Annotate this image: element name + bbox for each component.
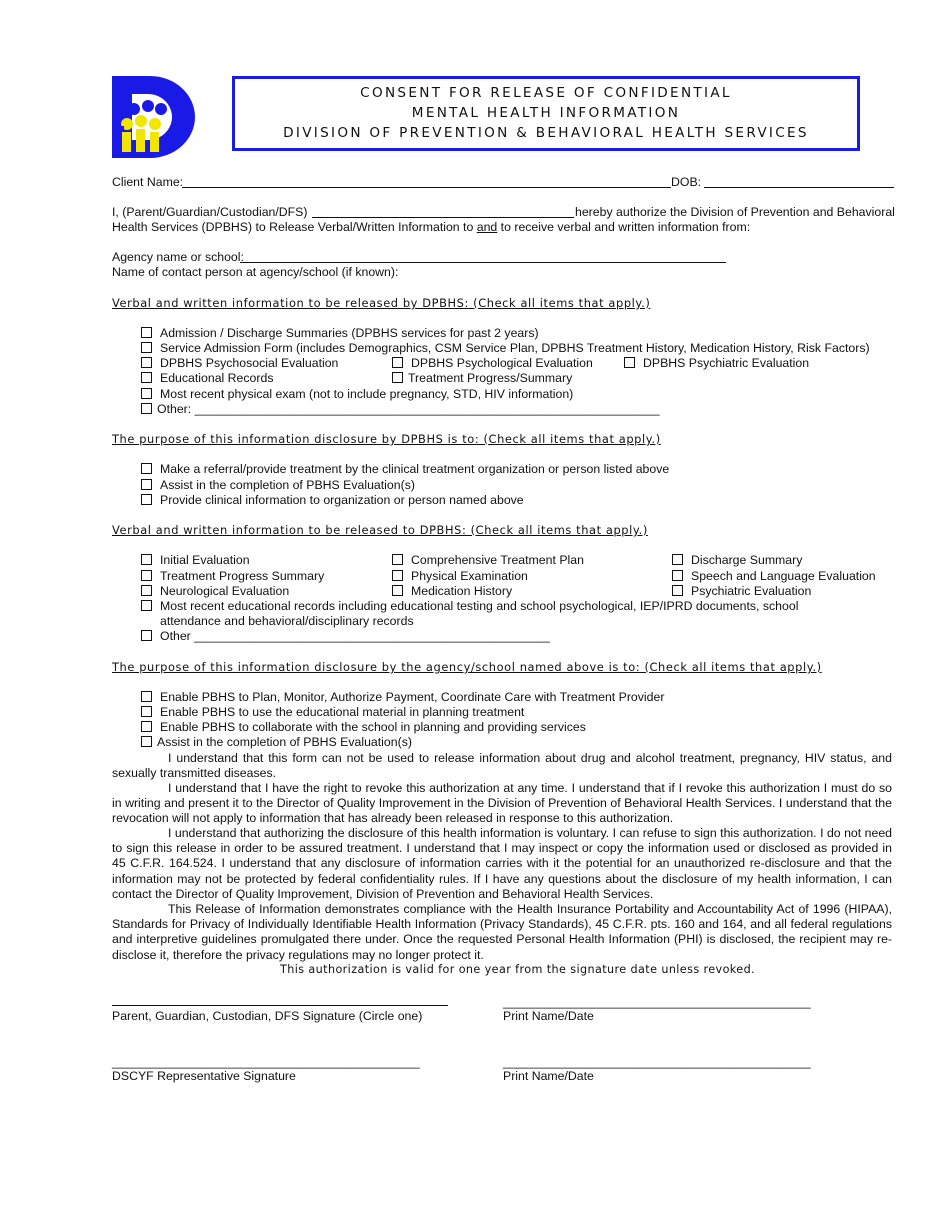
dob-field[interactable]: [704, 187, 894, 188]
statement-paragraph: I understand that authorizing the disclosure of this health information is voluntary. I can refuse to sign this authorization. I do not need to sign this release in order to be assured treatment. I understand that I may inspect or copy the information used or disclosed as provided in 45 C.F.R. 164.524. I understand that any disclosure of information carries with it the potential for an unauthorized re-disclosure and that the information may not be protected by federal confidentiality rules. If I have any questions about the disclosure of my health information, I can contact the Director of Quality Improvement, Division of Prevention and Behavioral Health Services.: [112, 826, 892, 901]
authorizer-name-field[interactable]: [312, 217, 574, 218]
dscyf-logo: [112, 76, 202, 158]
authorizer-label: I, (Parent/Guardian/Custodian/DFS): [112, 205, 308, 219]
statement-paragraph: I understand that this form can not be used to release information about drug and alcohol treatment, pregnancy, HIV status, and sexually transmitted diseases.: [112, 751, 892, 781]
checkbox-item[interactable]: Service Admission Form (includes Demographics, CSM Service Plan, DPBHS Treatment History, Medication History, Risk Factors): [141, 341, 870, 355]
checkbox-item-other[interactable]: Other ____________________________________________________: [141, 629, 550, 643]
print-name-line-1[interactable]: _____________________________________________: [503, 995, 811, 1009]
dob-label: DOB:: [671, 175, 702, 189]
title-line-2: MENTAL HEALTH INFORMATION: [411, 105, 681, 121]
checkbox-item[interactable]: Physical Examination: [392, 569, 528, 583]
authorization-text-1: hereby authorize the Division of Prevention and Behavioral: [575, 205, 895, 219]
parent-signature-label: Parent, Guardian, Custodian, DFS Signature (Circle one): [112, 1009, 423, 1023]
print-name-label-1: Print Name/Date: [503, 1009, 594, 1023]
checkbox-item[interactable]: Most recent educational records including educational testing and school psychological, IEP/IPRD documents, school: [141, 599, 798, 613]
section3-heading: Verbal and written information to be released to DPBHS: (Check all items that apply.): [112, 523, 648, 537]
print-name-label-2: Print Name/Date: [503, 1069, 594, 1083]
section2-heading: The purpose of this information disclosure by DPBHS is to: (Check all items that apply.): [112, 432, 661, 446]
title-line-1: CONSENT FOR RELEASE OF CONFIDENTIAL: [360, 85, 732, 101]
rep-signature-label: DSCYF Representative Signature: [112, 1069, 296, 1083]
client-name-label: Client Name:: [112, 175, 184, 189]
checkbox-item[interactable]: DPBHS Psychiatric Evaluation: [624, 356, 809, 370]
checkbox-item[interactable]: Discharge Summary: [672, 553, 802, 567]
checkbox-item[interactable]: DPBHS Psychosocial Evaluation: [141, 356, 338, 370]
checkbox-item[interactable]: Neurological Evaluation: [141, 584, 289, 598]
checkbox-item[interactable]: Treatment Progress Summary: [141, 569, 324, 583]
checkbox-item-other[interactable]: Other: ____________________________________________________________________: [141, 402, 660, 416]
form-title-box: [232, 76, 860, 151]
checkbox-item[interactable]: Treatment Progress/Summary: [392, 371, 572, 385]
title-line-3: DIVISION OF PREVENTION & BEHAVIORAL HEALTH SERVICES: [283, 125, 809, 141]
checkbox-item[interactable]: Enable PBHS to Plan, Monitor, Authorize Payment, Coordinate Care with Treatment Provider: [141, 690, 664, 704]
validity-note: This authorization is valid for one year from the signature date unless revoked.: [280, 963, 756, 976]
checkbox-item[interactable]: Initial Evaluation: [141, 553, 250, 567]
checkbox-item[interactable]: Assist in the completion of PBHS Evaluation(s): [141, 478, 415, 492]
checkbox-item[interactable]: Enable PBHS to collaborate with the school in planning and providing services: [141, 720, 586, 734]
checkbox-item[interactable]: Speech and Language Evaluation: [672, 569, 876, 583]
contact-person-label: Name of contact person at agency/school (if known):: [112, 265, 399, 279]
checkbox-item[interactable]: Make a referral/provide treatment by the clinical treatment organization or person listed above: [141, 462, 669, 476]
statement-paragraph: I understand that I have the right to revoke this authorization at any time. I understand that if I revoke this authorization I must do so in writing and present it to the Director of Quality Improvement in the Division of Prevention of Behavioral Health Services. I understand that the revocation will not apply to information that has already been released in response to this authorization.: [112, 781, 892, 826]
checkbox-item[interactable]: Admission / Discharge Summaries (DPBHS services for past 2 years): [141, 326, 539, 340]
agency-name-field[interactable]: [240, 262, 726, 263]
checkbox-item[interactable]: Enable PBHS to use the educational material in planning treatment: [141, 705, 524, 719]
rep-signature-line[interactable]: _____________________________________________: [112, 1055, 420, 1069]
print-name-line-2[interactable]: _____________________________________________: [503, 1055, 811, 1069]
checkbox-item[interactable]: Medication History: [392, 584, 512, 598]
section1-heading: Verbal and written information to be released by DPBHS: (Check all items that apply.): [112, 296, 651, 310]
section4-heading: The purpose of this information disclosure by the agency/school named above is to: (Check all items that apply.): [112, 660, 822, 674]
checkbox-item[interactable]: Comprehensive Treatment Plan: [392, 553, 584, 567]
checkbox-item[interactable]: Provide clinical information to organization or person named above: [141, 493, 524, 507]
authorization-text-2: Health Services (DPBHS) to Release Verbal/Written Information to and to receive verbal and written information from:: [112, 220, 751, 234]
checkbox-item[interactable]: Psychiatric Evaluation: [672, 584, 811, 598]
checkbox-item[interactable]: Most recent physical exam (not to include pregnancy, STD, HIV information): [141, 387, 573, 401]
agency-name-label: Agency name or school:: [112, 250, 244, 264]
checkbox-item-continuation: attendance and behavioral/disciplinary records: [160, 614, 414, 628]
checkbox-item[interactable]: Educational Records: [141, 371, 273, 385]
client-name-field[interactable]: [182, 187, 671, 188]
statement-paragraph: This Release of Information demonstrates compliance with the Health Insurance Portability and Accountability Act of 1996 (HIPAA), Standards for Privacy of Individually Identifiable Health Information (Privacy Standards), 45 C.F.R. pts. 160 and 164, and all federal regulations and interpretive guidelines promulgated there under. Once the requested Personal Health Information (PHI) is disclosed, the recipient may re-disclose it, therefore the privacy regulations may no longer protect it.: [112, 902, 892, 962]
checkbox-item[interactable]: Assist in the completion of PBHS Evaluation(s): [141, 735, 412, 749]
checkbox-item[interactable]: DPBHS Psychological Evaluation: [392, 356, 593, 370]
parent-signature-line[interactable]: [112, 1005, 448, 1006]
